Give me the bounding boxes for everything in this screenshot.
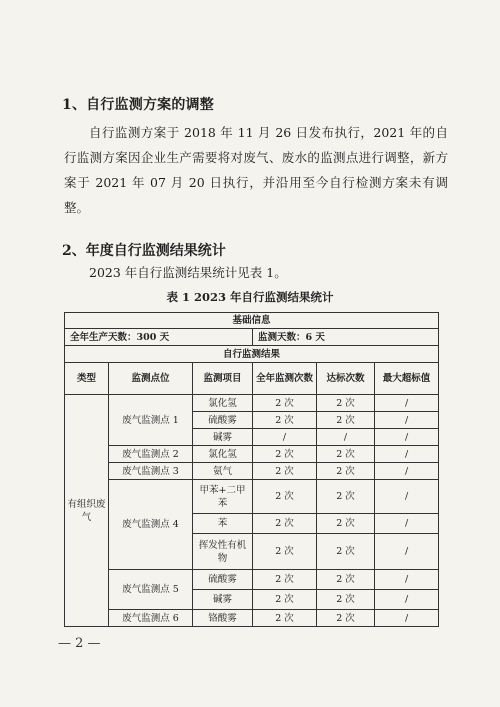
max-exceed: / <box>375 463 439 480</box>
section-1-paragraph: 自行监测方案于 2018 年 11 月 26 日发布执行，2021 年的自行监测方案因企业生产需要将对废气、废水的监测点进行调整，新方案于 2021 年 07 月 20 日执行，并沿用至今自行检测方案未有调整。 <box>64 125 448 215</box>
section-2-heading: 2、年度自行监测结果统计 <box>62 243 226 259</box>
category-cell: 有组织废气 <box>65 395 109 627</box>
basic-info-header: 基础信息 <box>65 313 439 329</box>
monitoring-point: 废气监测点 2 <box>109 446 193 463</box>
monitoring-point: 废气监测点 4 <box>109 480 193 570</box>
annual-count: 2 次 <box>253 446 317 463</box>
pass-count: 2 次 <box>317 446 375 463</box>
pass-count: 2 次 <box>317 590 375 610</box>
results-header: 自行监测结果 <box>65 346 439 363</box>
pass-count: 2 次 <box>317 395 375 412</box>
pass-count: 2 次 <box>317 463 375 480</box>
monitoring-point: 废气监测点 1 <box>109 395 193 446</box>
pass-count: 2 次 <box>317 610 375 627</box>
max-exceed: / <box>375 610 439 627</box>
monitoring-results-table <box>64 312 439 627</box>
pass-count: 2 次 <box>317 514 375 534</box>
column-header: 监测项目 <box>193 363 253 395</box>
table-row <box>65 463 439 480</box>
pass-count: 2 次 <box>317 570 375 590</box>
column-header: 类型 <box>65 363 109 395</box>
max-exceed: / <box>375 412 439 429</box>
annual-count: 2 次 <box>253 463 317 480</box>
monitoring-item: 氨气 <box>193 463 253 480</box>
pass-count: / <box>317 429 375 446</box>
monitoring-point: 废气监测点 3 <box>109 463 193 480</box>
section-2-paragraph: 2023 年自行监测结果统计见表 1。 <box>89 265 287 280</box>
max-exceed: / <box>375 429 439 446</box>
production-days: 全年生产天数：300 天 <box>65 329 253 346</box>
annual-count: 2 次 <box>253 534 317 570</box>
column-header: 全年监测次数 <box>253 363 317 395</box>
annual-count: 2 次 <box>253 570 317 590</box>
column-header: 达标次数 <box>317 363 375 395</box>
max-exceed: / <box>375 480 439 514</box>
column-header: 最大超标值 <box>375 363 439 395</box>
monitoring-item: 氯化氢 <box>193 395 253 412</box>
table-row <box>65 446 439 463</box>
monitoring-item: 甲苯+二甲苯 <box>193 480 253 514</box>
table-row <box>65 395 439 412</box>
monitoring-item: 挥发性有机物 <box>193 534 253 570</box>
column-header: 监测点位 <box>109 363 193 395</box>
annual-count: 2 次 <box>253 590 317 610</box>
pass-count: 2 次 <box>317 480 375 514</box>
table-caption: 表 1 2023 年自行监测结果统计 <box>166 290 334 304</box>
max-exceed: / <box>375 590 439 610</box>
monitoring-point: 废气监测点 6 <box>109 610 193 627</box>
monitoring-point: 废气监测点 5 <box>109 570 193 610</box>
monitoring-item: 铬酸雾 <box>193 610 253 627</box>
monitoring-item: 硫酸雾 <box>193 570 253 590</box>
annual-count: 2 次 <box>253 395 317 412</box>
annual-count: / <box>253 429 317 446</box>
max-exceed: / <box>375 514 439 534</box>
monitoring-item: 碱雾 <box>193 429 253 446</box>
table-row <box>65 480 439 514</box>
monitoring-days: 监测天数：6 天 <box>253 329 439 346</box>
max-exceed: / <box>375 446 439 463</box>
annual-count: 2 次 <box>253 514 317 534</box>
pass-count: 2 次 <box>317 412 375 429</box>
annual-count: 2 次 <box>253 610 317 627</box>
page-number: — 2 — <box>58 636 101 651</box>
monitoring-item: 氯化氢 <box>193 446 253 463</box>
annual-count: 2 次 <box>253 412 317 429</box>
pass-count: 2 次 <box>317 534 375 570</box>
max-exceed: / <box>375 570 439 590</box>
table-row <box>65 610 439 627</box>
monitoring-item: 硫酸雾 <box>193 412 253 429</box>
monitoring-item: 苯 <box>193 514 253 534</box>
annual-count: 2 次 <box>253 480 317 514</box>
max-exceed: / <box>375 395 439 412</box>
max-exceed: / <box>375 534 439 570</box>
section-1-heading: 1、自行监测方案的调整 <box>62 97 214 113</box>
monitoring-item: 碱雾 <box>193 590 253 610</box>
table-row <box>65 570 439 590</box>
